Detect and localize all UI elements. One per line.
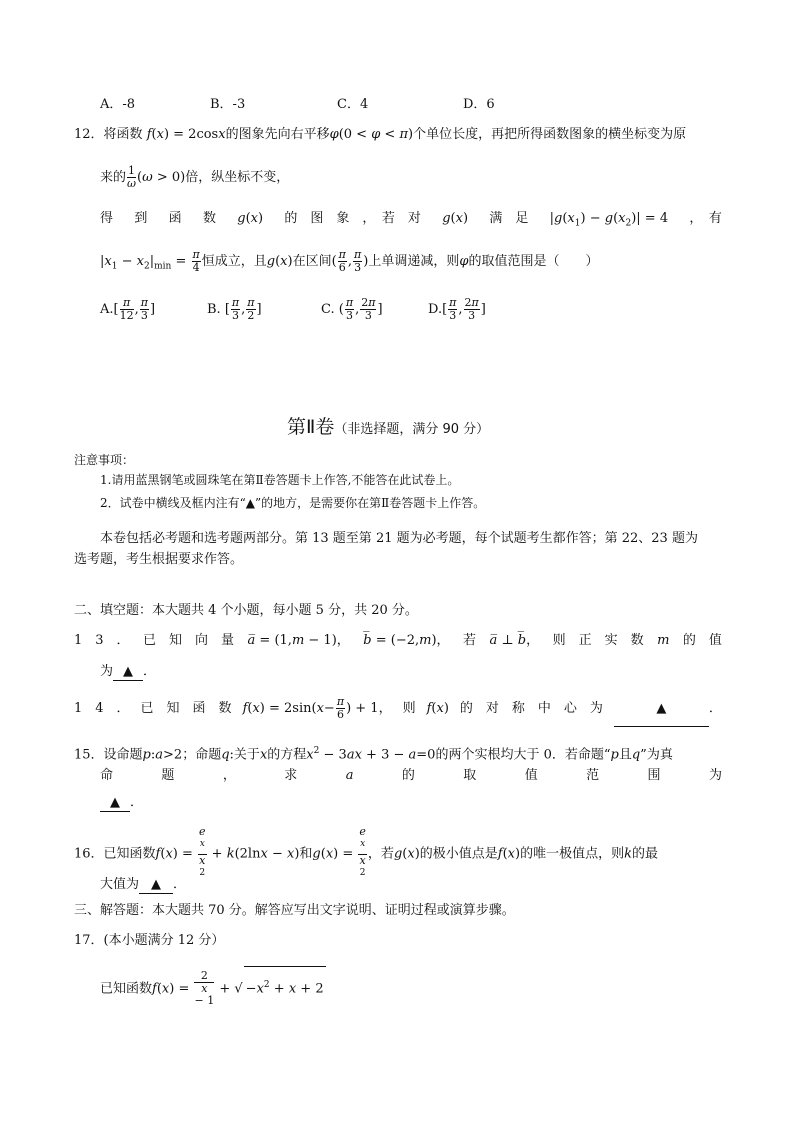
q17-heading: 17．(本小题满分 12 分） bbox=[74, 933, 225, 948]
q12-option-b: B. [ $\frac{\pi}{3}$ , $\frac{\pi}{2}$ ] bbox=[207, 296, 262, 322]
q12-line1: 12．将函数 f(x) = 2cosx的图象先向右平移φ(0 < φ < π)个单位长度，再把所得函数图象的横坐标变为原 bbox=[74, 127, 687, 142]
q12-text: 个单位长度，再把所得函数图象的横坐标变为原 bbox=[413, 127, 687, 142]
q12-line2: 来的 $\frac{1}{\omega}$ (ω > 0)倍，纵坐标不变， bbox=[100, 164, 290, 190]
notice-item-1: 1.请用蓝黑钢笔或圆珠笔在第Ⅱ卷答题卡上作答,不能答在此试卷上。 bbox=[100, 473, 460, 487]
q11-option-d: D．6 bbox=[463, 97, 495, 112]
q12-line3: 得 到 函 数 g(x) 的 图 象 ， 若 对 g(x) 满 足 $|g(x_1) - g(x_2)| = 4$ ， 有 bbox=[100, 211, 722, 229]
part3-heading: 三、解答题：本大题共 70 分。解答应写出文字说明、证明过程或演算步骤。 bbox=[74, 903, 515, 918]
q12-text: 倍，纵坐标不变， bbox=[185, 170, 290, 185]
q12-option-a: A.[ $\frac{\pi}{12}$ , $\frac{\pi}{3}$ ] bbox=[100, 296, 156, 322]
notice-item-2: 2．试卷中横线及框内注有“▲”的地方，是需要你在第Ⅱ卷答题卡上作答。 bbox=[100, 496, 486, 510]
q15-line1: 15．设命题p:a>2；命题q:关于x的方程$x^2 - 3ax + 3 - a=0$的两个实根均大于 0．若命题“p且q”为真 bbox=[74, 746, 673, 763]
q11-option-a: A．-8 bbox=[100, 97, 136, 112]
q13-line2: 为 ▲ ． bbox=[100, 664, 157, 679]
q12-text: 将函数 bbox=[103, 127, 143, 142]
q11-option-c: C．4 bbox=[337, 97, 369, 112]
q12-line4: $|x_1 - x_2|_{min}$ = $\frac{\pi}{4}$ 恒成立，且g(x)在区间( $\frac{\pi}{6}$ , $\frac{\pi}{3}$ )上单调递减，则φ的取值范围是（ ） bbox=[100, 248, 599, 274]
q13-line1: 1 3 ． 已 知 向 量 a̅ = (1,m − 1)， b̅ = (−2,m)， 若 a̅ ⊥ b̅， 则 正 实 数 m 的 值 bbox=[74, 633, 722, 648]
answer-blank: ▲ bbox=[100, 795, 130, 812]
answer-blank: ▲ bbox=[113, 664, 143, 681]
q15-line2: 命 题 ， 求 a 的 取 值 范 围 为 bbox=[100, 768, 722, 783]
question-number: 1 3 ． bbox=[74, 633, 130, 648]
notice-heading: 注意事项： bbox=[74, 453, 135, 467]
part2-heading: 二、填空题：本大题共 4 个小题，每小题 5 分，共 20 分。 bbox=[74, 603, 418, 618]
intro-line-1: 本卷包括必考题和选考题两部分。第 13 题至第 21 题为必考题，每个试题考生都作答；第 22、23 题为 bbox=[100, 531, 698, 546]
q12-option-d: D.[ $\frac{\pi}{3}$ , $\frac{2\pi}{3}$ ] bbox=[428, 296, 486, 322]
q12-text: 的图象先向右平移 bbox=[225, 127, 330, 142]
section-title: 第Ⅱ卷（非选择题，满分 90 分） bbox=[287, 416, 490, 438]
q17-line1: 已知函数f(x) = 2 x − 1 + √ $-x^2 + x + 2$ bbox=[100, 966, 326, 1002]
intro-line-2: 选考题，考生根据要求作答。 bbox=[74, 552, 244, 567]
q15-line3: ▲ ． bbox=[100, 795, 143, 812]
q11-option-b: B．-3 bbox=[210, 97, 246, 112]
q12-option-c: C. ( $\frac{\pi}{3}$ , $\frac{2\pi}{3}$ ] bbox=[321, 296, 383, 322]
q12-text: 来的 bbox=[100, 170, 127, 185]
question-number: 1 4 ． bbox=[74, 701, 130, 716]
question-number: 12． bbox=[74, 127, 104, 142]
answer-blank: ▲ bbox=[614, 692, 709, 727]
answer-blank: ▲ bbox=[139, 877, 173, 894]
q16-line2: 大值为 ▲ ． bbox=[100, 877, 187, 892]
q14-line: 1 4 ． 已 知 函 数 f(x) = 2sin(x− $\frac{\pi}{6}$ ) + 1， 则 f(x) 的 对 称 中 心 为 ▲ ． bbox=[74, 692, 722, 726]
q16-line1: 16．已知函数f(x) = e $^x$ x $^2$ + k(2lnx − x)和g(x) = e $^x$ x $^2$ ，若g(x)的极小值点是f(x)的唯一极值点，则k的最 bbox=[74, 825, 659, 878]
